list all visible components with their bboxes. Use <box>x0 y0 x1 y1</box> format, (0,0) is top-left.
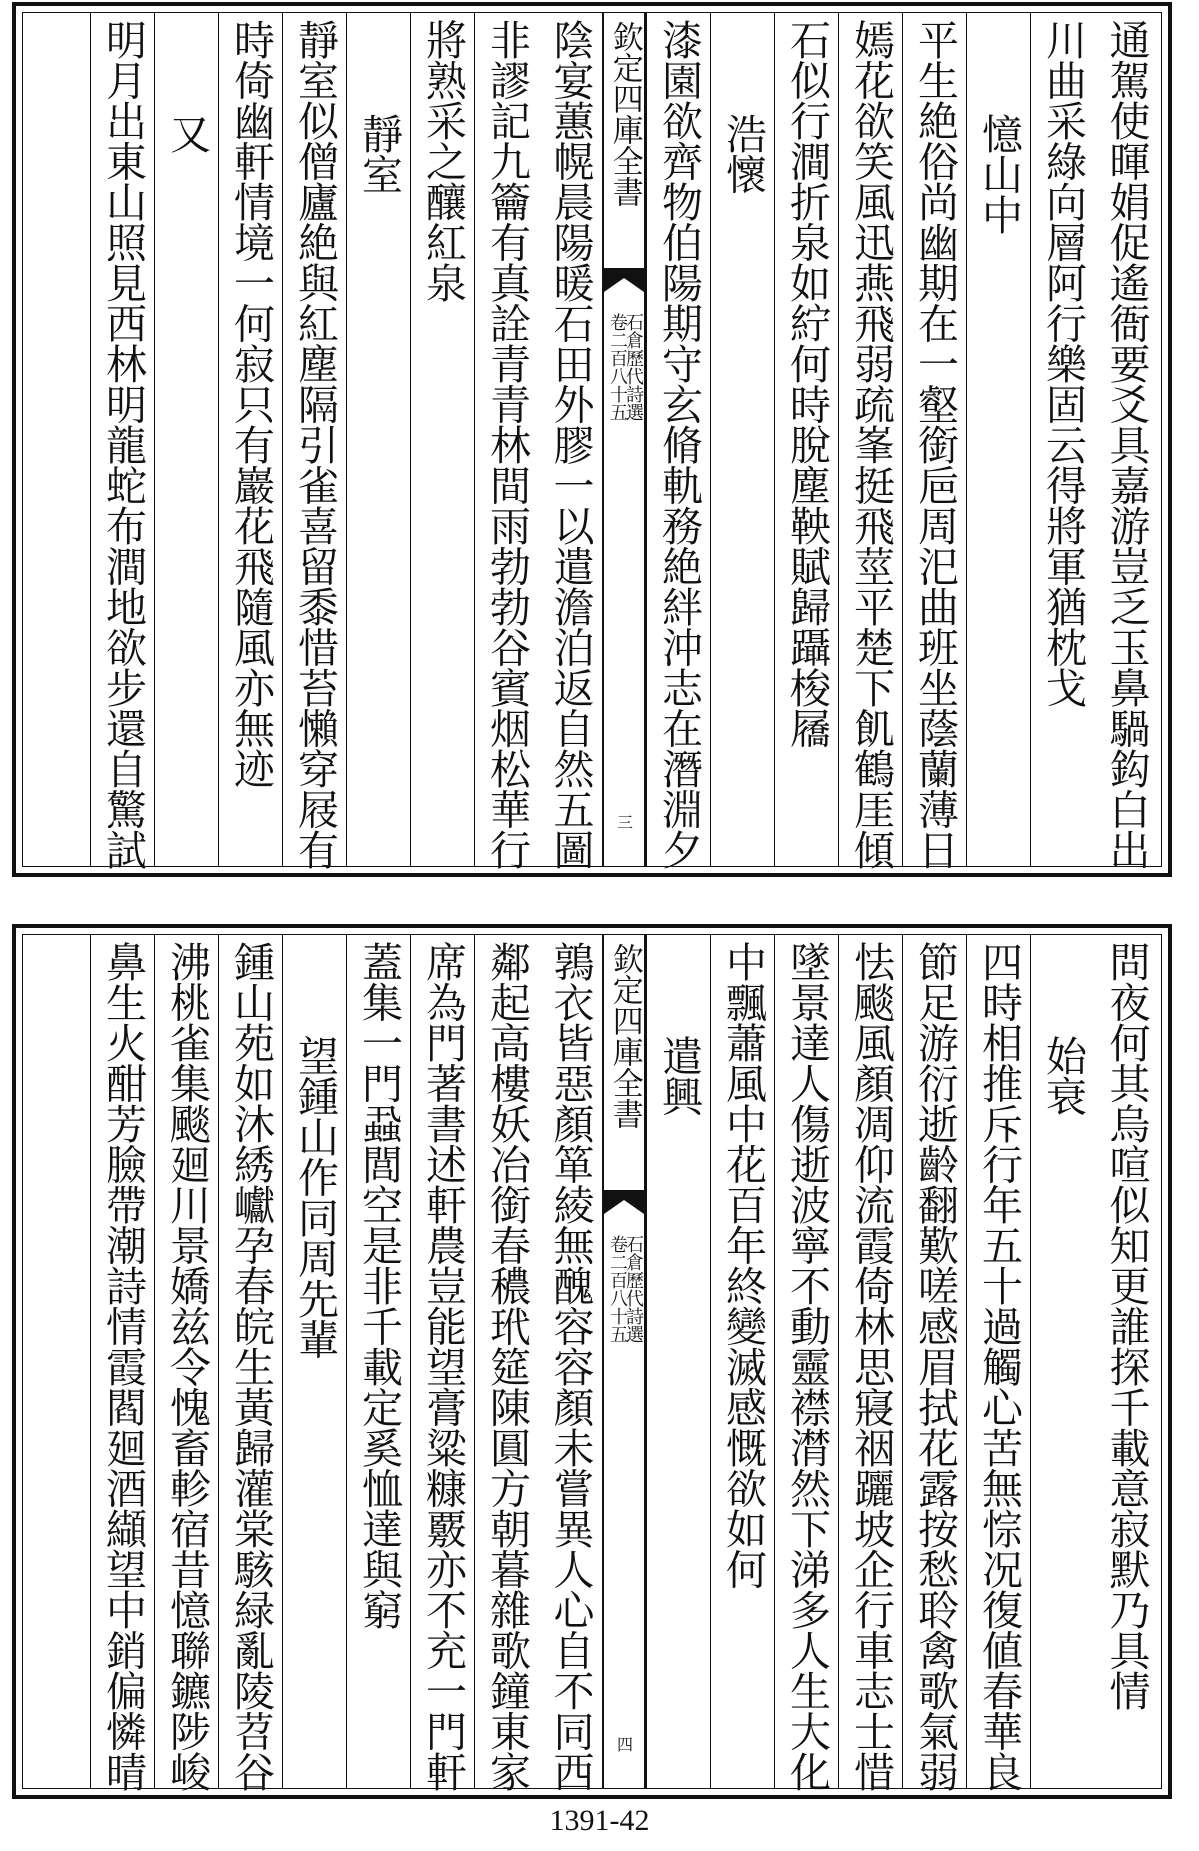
gutter-volume-number: 卷二百八十五 <box>607 1235 628 1343</box>
column-text: 將熟采之釀紅泉 <box>419 19 467 303</box>
text-column <box>474 935 538 1792</box>
text-column <box>410 13 474 866</box>
column-text: 四時相推斥行年五十過觸心苦無悰况復値春華良 <box>975 941 1023 1792</box>
poem-title: 遣興 <box>655 1035 703 1116</box>
text-column <box>1094 13 1158 870</box>
top-page-inner-border <box>22 12 1162 870</box>
text-column <box>710 13 774 866</box>
poem-title: 始衰 <box>1039 1035 1087 1116</box>
column-text: 通駕使暉娟促遙衙要爻具嘉游豈乏玉鼻騧鈎白出 <box>1102 19 1151 870</box>
text-column <box>90 13 154 870</box>
column-text: 鼻生火酣芳臉帶潮詩情霞閻廻酒纈望中銷偏憐晴 <box>99 941 147 1792</box>
column-text: 石似行澗折泉如紵何時脫塵鞅賦歸躡梭屩 <box>783 19 831 748</box>
poem-title: 憶山中 <box>975 113 1023 235</box>
text-column <box>218 935 282 1792</box>
center-gutter <box>602 935 646 1788</box>
bottom-page-inner-border <box>22 934 1162 1792</box>
poem-title: 望鍾山作同周先輩 <box>291 1035 339 1359</box>
text-column <box>154 935 218 1792</box>
page-folio-number: 1391-42 <box>549 1804 650 1837</box>
text-column <box>90 935 154 1792</box>
text-column <box>474 13 538 870</box>
text-column <box>902 935 966 1792</box>
text-column <box>282 13 346 870</box>
fish-tail-mark-icon <box>604 1190 644 1214</box>
text-column <box>538 13 602 870</box>
top-page-frame <box>12 2 1172 877</box>
column-text: 席為門著書述軒農豈能望膏粱糠覈亦不充一門軒 <box>419 941 467 1792</box>
poem-title: 浩懷 <box>719 113 767 194</box>
column-text: 墜景達人傷逝波寧不動靈襟潸然下涕多人生大化 <box>783 941 831 1792</box>
text-column <box>154 13 218 866</box>
text-column <box>710 935 774 1788</box>
column-text: 鍾山苑如沐綉巘孕春皖生黃歸灌棠駭緑亂陵苕谷 <box>227 941 275 1792</box>
column-text: 怯颷風顏凋仰流霞倚林思寢䄄躧坡企行車志士惜 <box>847 941 895 1792</box>
column-text: 明月出東山照見西林明龍蛇布澗地欲步還自驚試 <box>99 19 147 870</box>
column-text: 川曲采綠向層阿行樂固云得將軍猶枕戈 <box>1039 19 1087 708</box>
text-column <box>218 13 282 866</box>
column-text: 鶉衣皆惡顏箪綾無醜容容顏未嘗異人心自不同西 <box>546 941 595 1792</box>
column-text: 非謬記九籥有真詮青青林間雨勃勃谷賓烟松華行 <box>483 19 531 870</box>
column-text: 沸桃雀集颷廻川景嬌兹令愧畜軫宿昔憶聯鑣陟峻 <box>163 941 211 1792</box>
text-column <box>646 13 710 870</box>
text-column <box>410 935 474 1792</box>
gutter-book-title: 欽定四庫全書 <box>606 21 643 207</box>
gutter-collection-title: 石倉歷代詩選 <box>623 1235 644 1343</box>
gutter-collection-title: 石倉歷代詩選 <box>623 313 644 421</box>
column-text: 問夜何其烏喧似知更誰探千載意寂默乃具情 <box>1102 941 1151 1711</box>
text-column <box>966 935 1030 1792</box>
column-text: 平生絶俗尚幽期在一壑銜巵周汜曲班坐蔭蘭薄日 <box>911 19 959 870</box>
column-text: 鄰起高樓妖冶銜春穠玳筵陳圓方朝暮雜歌鐘東家 <box>483 941 531 1792</box>
text-column <box>282 935 346 1788</box>
gutter-book-title: 欽定四庫全書 <box>606 943 643 1129</box>
column-text: 節足游衍逝齡翻歎嗟感眉拭花露按愁聆禽歌氣弱 <box>911 941 959 1792</box>
text-column <box>538 935 602 1792</box>
text-column <box>1030 935 1094 1788</box>
column-text: 時倚幽軒情境一何寂只有巖花飛隨風亦無迹 <box>227 19 275 789</box>
center-gutter <box>602 13 646 866</box>
gutter-volume-number: 卷二百八十五 <box>607 313 628 421</box>
column-text: 漆園欲齊物伯陽期守玄脩軌務絶絆沖志在潛淵夕 <box>655 19 703 870</box>
text-column <box>1030 13 1094 866</box>
column-text: 陰宴蕙幌晨陽暖石田外膠一以遣澹泊返自然五圖 <box>546 19 595 870</box>
text-column <box>902 13 966 870</box>
poem-title: 靜室 <box>355 113 403 194</box>
gutter-leaf-number: 四 <box>614 1736 634 1752</box>
text-column <box>646 935 710 1788</box>
text-column <box>774 13 838 866</box>
text-column <box>838 935 902 1792</box>
bottom-page-frame <box>12 924 1172 1799</box>
text-column <box>966 13 1030 866</box>
column-text: 蓋集一門蝨閭空是非千載定奚恤達與窮 <box>355 941 403 1630</box>
text-column <box>774 935 838 1792</box>
text-column <box>346 935 410 1788</box>
text-column <box>1094 935 1158 1788</box>
fish-tail-mark-icon <box>604 268 644 292</box>
column-text: 嫣花欲笑風迅燕飛弱疏峯挺飛莖平楚下飢鶴厓傾 <box>847 19 895 870</box>
poem-title: 又 <box>163 113 211 154</box>
gutter-leaf-number: 三 <box>614 814 634 830</box>
column-text: 靜室似僧廬絶與紅塵隔引雀喜留黍惜苔懶穿屐有 <box>291 19 339 870</box>
text-column <box>838 13 902 870</box>
text-column <box>346 13 410 866</box>
column-text: 中飄蕭風中花百年終變滅感慨欲如何 <box>719 941 767 1589</box>
